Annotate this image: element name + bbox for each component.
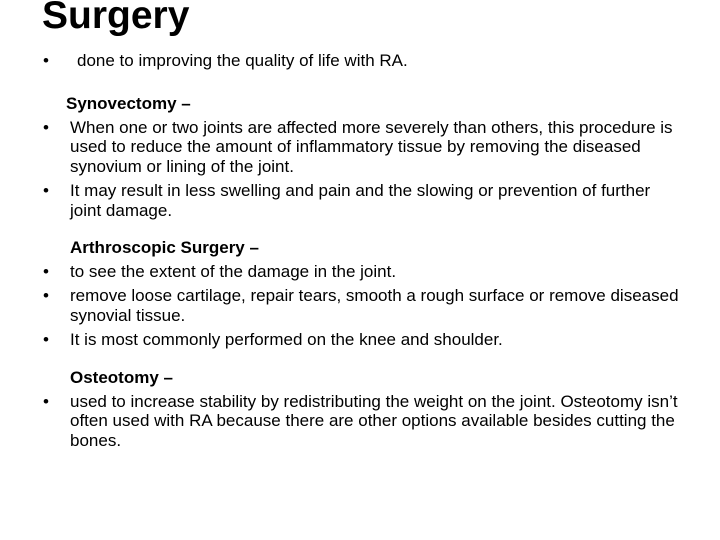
synovectomy-bullet-2 — [0, 181, 720, 220]
osteotomy-bullet-1 — [0, 392, 720, 451]
arthroscopic-bullet-1 — [0, 262, 720, 282]
bullet-marker: • — [43, 181, 49, 200]
section-heading-arthroscopic-surgery: Arthroscopic Surgery – — [70, 238, 259, 257]
bullet-marker: • — [43, 117, 49, 137]
slide-title: Surgery — [42, 0, 190, 37]
section-synovectomy — [0, 94, 720, 220]
bullet-marker: • — [43, 391, 49, 411]
synovectomy-bullet-1 — [0, 118, 720, 177]
arthroscopic-bullet-3-text: It is most commonly performed on the knee and shoulder. — [70, 330, 503, 349]
synovectomy-bullet-1-text: When one or two joints are affected more severely than others, this procedure is used to reduce the amount of inflammatory tissue by removing the diseased synovium or lining of the joint. — [70, 117, 673, 176]
bullet-marker: • — [43, 286, 49, 305]
osteotomy-bullet-1-text: used to increase stability by redistributing the weight on the joint. Osteotomy isn’t often used with RA because there are other options available besides cutting the bones. — [70, 391, 678, 450]
arthroscopic-bullet-2 — [0, 286, 720, 325]
arthroscopic-bullet-2-text: remove loose cartilage, repair tears, smooth a rough surface or remove diseased synovial tissue. — [70, 286, 679, 325]
section-heading-osteotomy: Osteotomy – — [70, 368, 173, 387]
arthroscopic-bullet-1-text: to see the extent of the damage in the joint. — [70, 261, 397, 281]
intro-bullet-item — [0, 51, 720, 71]
arthroscopic-bullet-3 — [0, 330, 720, 350]
bullet-marker: • — [43, 330, 49, 349]
bullet-marker: • — [43, 261, 49, 281]
intro-text: done to improving the quality of life with RA. — [77, 51, 408, 70]
section-osteotomy — [0, 368, 720, 450]
section-arthroscopic-surgery — [0, 238, 720, 350]
bullet-marker: • — [43, 51, 49, 70]
synovectomy-bullet-2-text: It may result in less swelling and pain and the slowing or prevention of further joint damage. — [70, 181, 651, 220]
section-heading-synovectomy: Synovectomy – — [66, 94, 191, 113]
intro-block — [0, 51, 720, 71]
